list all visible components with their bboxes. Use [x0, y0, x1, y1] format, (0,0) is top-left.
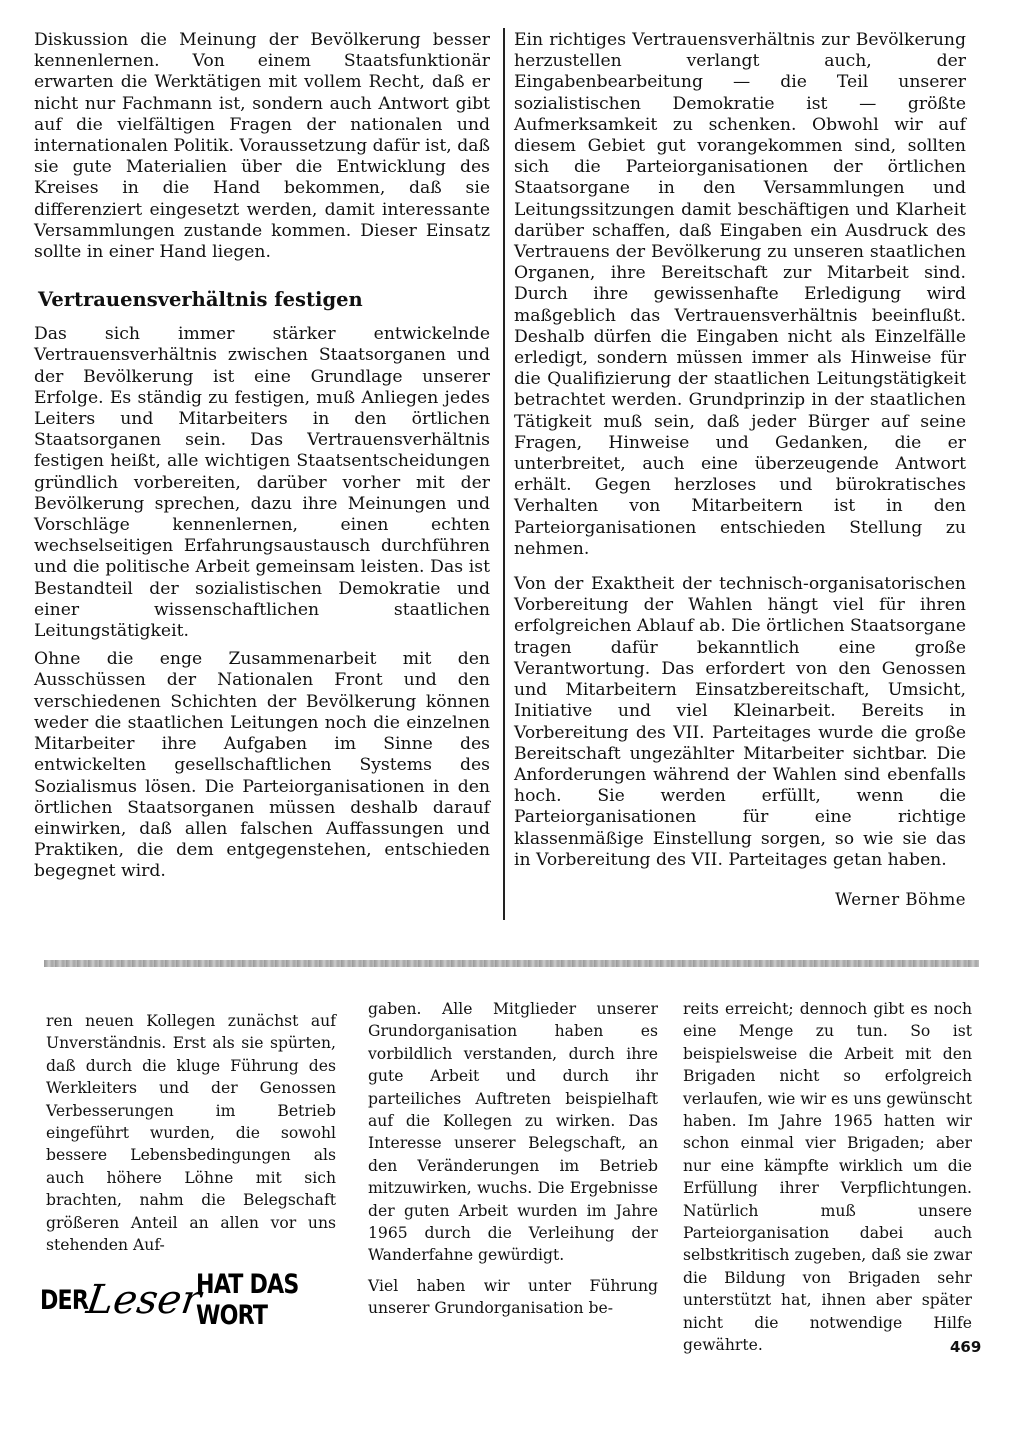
- top-left-column: [34, 30, 490, 883]
- horizontal-rule: [44, 960, 979, 967]
- paragraph: gaben. Alle Mitglieder unserer Grundorganisation haben es vorbildlich verstanden, durch ihre gute Arbeit und durch ihr parteiliches Auftreten beispielhaft auf die Kollegen zu wirken. Das Interesse unserer Belegschaft, an den Veränderungen im Betrieb mitzuwirken, wuchs. Die Ergebnisse der guten Arbeit wurden im Jahre 1965 durch die Verleihung der Wanderfahne gewürdigt.: [368, 1000, 658, 1265]
- paragraph: ren neuen Kollegen zunächst auf Unverständnis. Erst als sie spürten, daß durch die kluge Führung des Werkleiters und der Genossen Verbesserungen im Betrieb eingeführt wurden, die sowohl bessere Lebensbedingungen als auch höhere Löhne mit sich brachten, nahm die Belegschaft größeren Anteil an allen vor uns stehenden Auf-: [46, 1012, 336, 1255]
- section-heading: Vertrauensverhältnis festigen: [38, 288, 363, 312]
- banner-word-leser: Leser: [83, 1277, 204, 1323]
- author-signature: Werner Böhme: [835, 889, 966, 909]
- paragraph: Von der Exaktheit der technisch-organisatorischen Vorbereitung der Wahlen hängt viel für ihren erfolgreichen Ablauf ab. Die örtlichen Staatsorgane tragen dafür bekanntlich eine große Verantwortung. Das erfordert von den Genossen und Mitarbeitern Einsatzbereitschaft, Umsicht, Initiative und viel Kleinarbeit. Bereits in Vorbereitung des VII. Parteitages wurde die große Bereitschaft ungezählter Mitarbeiter sichtbar. Die Anforderungen während der Wahlen sind ebenfalls hoch. Sie werden erfüllt, wenn die Parteiorganisationen für eine richtige klassenmäßige Einstellung sorgen, so wie sie das in Vorbereitung des VII. Parteitages getan haben.: [514, 574, 966, 870]
- paragraph: Das sich immer stärker entwickelnde Vertrauensverhältnis zwischen Staatsorganen und der Bevölkerung ist eine Grundlage unserer Erfolge. Es ständig zu festigen, muß Anliegen jedes Leiters und Mitarbeiters in den örtlichen Staatsorganen sein. Das Vertrauensverhältnis festigen heißt, alle wichtigen Staatsentscheidungen gründlich vorbereiten, darüber vorher mit der Bevölkerung sprechen, dazu ihre Meinungen und Vorschläge kennenlernen, einen echten wechselseitigen Erfahrungsaustausch durchführen und die politische Arbeit gemeinsam leisten. Das ist Bestandteil der sozialistischen Demokratie und einer wissenschaftlichen staatlichen Leitungstätigkeit.: [34, 324, 490, 642]
- column-divider: [503, 28, 505, 920]
- paragraph: Ein richtiges Vertrauensverhältnis zur Bevölkerung herzustellen verlangt auch, der Eingabenbearbeitung — die Teil unserer sozialistischen Demokratie ist — größte Aufmerksamkeit zu schenken. Obwohl wir auf diesem Gebiet gut vorangekommen sind, sollten sich die Parteiorganisationen der örtlichen Staatsorgane in den Versammlungen und Leitungssitzungen damit beschäftigen und Klarheit darüber schaffen, daß Eingaben ein Ausdruck des Vertrauens der Bevölkerung zu unseren staatlichen Organen, ihre Bereitschaft zur Mitarbeit sind. Durch ihre gewissenhafte Erledigung wird maßgeblich das Vertrauensverhältnis beeinflußt. Deshalb dürfen die Eingaben nicht als Einzelfälle erledigt, sondern müssen immer als Hinweise für die Qualifizierung der staatlichen Leitungstätigkeit betrachtet werden. Grundprinzip in der staatlichen Tätigkeit muß sein, daß jeder Bürger auf seine Fragen, Hinweise und Gedanken, die er unterbreitet, auch eine überzeugende Antwort erhält. Gegen herzloses und bürokratisches Verhalten von Mitarbeitern ist in den Parteiorganisationen entschieden Stellung zu nehmen.: [514, 30, 966, 559]
- paragraph: Viel haben wir unter Führung unserer Grundorganisation be-: [368, 1276, 658, 1318]
- banner-word-der: DER: [40, 1284, 89, 1316]
- reader-letters-banner: [40, 1270, 340, 1330]
- bottom-column-3: [683, 998, 972, 1357]
- bottom-column-2: [368, 998, 658, 1320]
- paragraph: reits erreicht; dennoch gibt es noch eine Menge zu tun. So ist beispielsweise die Arbeit mit den Brigaden nicht so erfolgreich verlaufen, wie wir es uns gewünscht haben. Im Jahre 1965 hatten wir schon einmal vier Brigaden; aber nur eine kämpfte wirklich um die Erfüllung ihrer Verpflichtungen. Natürlich muß unsere Parteiorganisation dabei auch selbstkritisch zugeben, daß sie zwar die Bildung von Brigaden sehr unterstützt hat, ihnen aber später nicht die notwendige Hilfe gewährte.: [683, 1000, 972, 1355]
- paragraph: Ohne die enge Zusammenarbeit mit den Ausschüssen der Nationalen Front und den verschiedenen Schichten der Bevölkerung können weder die staatlichen Leitungen noch die einzelnen Mitarbeiter ihre Aufgaben im Sinne des entwickelten gesellschaftlichen Systems des Sozialismus lösen. Die Parteiorganisationen in den örtlichen Staatsorganen müssen deshalb darauf einwirken, daß allen falschen Auffassungen und Praktiken, die dem entgegenstehen, entschieden begegnet wird.: [34, 649, 490, 882]
- paragraph: Diskussion die Meinung der Bevölkerung besser kennenlernen. Von einem Staatsfunktionär erwarten die Werktätigen mit vollem Recht, daß er nicht nur Fachmann ist, sondern auch Antwort gibt auf die vielfältigen Fragen der nationalen und internationalen Politik. Voraussetzung dafür ist, daß sie gute Materialien über die Entwicklung des Kreises in die Hand bekommen, daß sie differenziert eingesetzt werden, damit interessante Versammlungen zustande kommen. Dieser Einsatz sollte in einer Hand liegen.: [34, 30, 490, 263]
- banner-word-hat-das-wort: HAT DAS WORT: [196, 1269, 299, 1331]
- top-right-column: [514, 30, 966, 910]
- bottom-column-1: [46, 1010, 336, 1256]
- page-number: 469: [950, 1338, 982, 1356]
